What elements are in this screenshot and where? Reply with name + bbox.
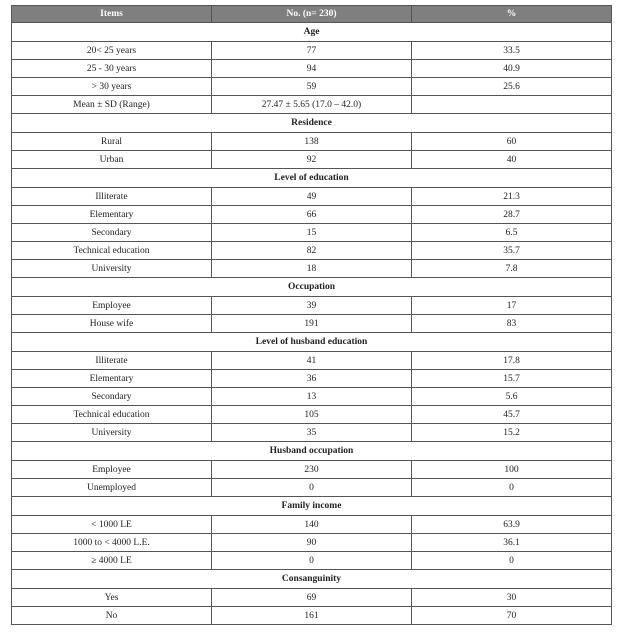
table-row [12, 297, 612, 315]
table-row [12, 352, 612, 370]
cell-percent: 100 [412, 461, 612, 479]
cell-percent: 35.7 [412, 242, 612, 260]
table-row [12, 151, 612, 169]
cell-percent: 40 [412, 151, 612, 169]
table-row [12, 589, 612, 607]
cell-count: 36 [212, 370, 412, 388]
table-row [12, 424, 612, 442]
cell-count: 90 [212, 534, 412, 552]
cell-count: 191 [212, 315, 412, 333]
section-title: Age [12, 23, 612, 42]
cell-count: 27.47 ± 5.65 (17.0 – 42.0) [212, 96, 412, 114]
cell-percent: 17 [412, 297, 612, 315]
section-header-row [12, 23, 612, 42]
cell-percent: 30 [412, 589, 612, 607]
header-percent: % [412, 6, 612, 23]
section-header-row [12, 169, 612, 188]
cell-item: Elementary [12, 206, 212, 224]
table-row [12, 406, 612, 424]
cell-item: Illiterate [12, 352, 212, 370]
cell-percent: 0 [412, 479, 612, 497]
cell-item: Rural [12, 133, 212, 151]
cell-percent: 70 [412, 607, 612, 625]
table-row [12, 461, 612, 479]
section-title: Occupation [12, 278, 612, 297]
section-header-row [12, 278, 612, 297]
cell-percent: 15.2 [412, 424, 612, 442]
cell-item: Secondary [12, 388, 212, 406]
cell-percent: 33.5 [412, 42, 612, 60]
cell-item: Elementary [12, 370, 212, 388]
section-title: Consanguinity [12, 570, 612, 589]
table-row [12, 607, 612, 625]
cell-item: ≥ 4000 LE [12, 552, 212, 570]
cell-item: House wife [12, 315, 212, 333]
cell-percent: 28.7 [412, 206, 612, 224]
cell-item: Employee [12, 297, 212, 315]
cell-percent: 60 [412, 133, 612, 151]
cell-count: 77 [212, 42, 412, 60]
table-row [12, 315, 612, 333]
cell-item: Urban [12, 151, 212, 169]
section-title: Family income [12, 497, 612, 516]
cell-count: 66 [212, 206, 412, 224]
cell-item: < 1000 LE [12, 516, 212, 534]
cell-percent: 0 [412, 552, 612, 570]
cell-item: 25 - 30 years [12, 60, 212, 78]
cell-count: 92 [212, 151, 412, 169]
cell-count: 41 [212, 352, 412, 370]
section-title: Husband occupation [12, 442, 612, 461]
cell-count: 138 [212, 133, 412, 151]
cell-item: Employee [12, 461, 212, 479]
cell-count: 0 [212, 552, 412, 570]
table-row [12, 42, 612, 60]
cell-count: 13 [212, 388, 412, 406]
table-row [12, 133, 612, 151]
cell-item: Yes [12, 589, 212, 607]
cell-percent [412, 96, 612, 114]
table-header [12, 6, 612, 23]
cell-item: Technical education [12, 242, 212, 260]
cell-item: No [12, 607, 212, 625]
cell-count: 35 [212, 424, 412, 442]
cell-count: 39 [212, 297, 412, 315]
section-header-row [12, 333, 612, 352]
section-header-row [12, 570, 612, 589]
demographics-table [11, 5, 612, 625]
cell-percent: 17.8 [412, 352, 612, 370]
table-row [12, 224, 612, 242]
header-count: No. (n= 230) [212, 6, 412, 23]
table-row [12, 388, 612, 406]
table-row [12, 516, 612, 534]
cell-item: Technical education [12, 406, 212, 424]
cell-count: 59 [212, 78, 412, 96]
table-row [12, 188, 612, 206]
table-row [12, 206, 612, 224]
cell-count: 69 [212, 589, 412, 607]
demographics-table-container [11, 5, 611, 625]
section-header-row [12, 497, 612, 516]
cell-percent: 5.6 [412, 388, 612, 406]
table-row [12, 260, 612, 278]
cell-count: 105 [212, 406, 412, 424]
cell-item: Mean ± SD (Range) [12, 96, 212, 114]
table-row [12, 242, 612, 260]
cell-count: 94 [212, 60, 412, 78]
cell-percent: 83 [412, 315, 612, 333]
section-title: Level of husband education [12, 333, 612, 352]
cell-percent: 40.9 [412, 60, 612, 78]
section-title: Residence [12, 114, 612, 133]
cell-item: Secondary [12, 224, 212, 242]
cell-item: 1000 to < 4000 L.E. [12, 534, 212, 552]
table-row [12, 96, 612, 114]
section-title: Level of education [12, 169, 612, 188]
table-body [12, 23, 612, 625]
cell-count: 82 [212, 242, 412, 260]
table-row [12, 78, 612, 96]
cell-count: 161 [212, 607, 412, 625]
cell-count: 140 [212, 516, 412, 534]
cell-percent: 25.6 [412, 78, 612, 96]
table-row [12, 370, 612, 388]
cell-percent: 7.8 [412, 260, 612, 278]
cell-percent: 21.3 [412, 188, 612, 206]
cell-item: > 30 years [12, 78, 212, 96]
table-row [12, 60, 612, 78]
cell-percent: 36.1 [412, 534, 612, 552]
section-header-row [12, 114, 612, 133]
cell-count: 0 [212, 479, 412, 497]
section-header-row [12, 442, 612, 461]
cell-percent: 6.5 [412, 224, 612, 242]
header-row [12, 6, 612, 23]
cell-count: 49 [212, 188, 412, 206]
cell-percent: 45.7 [412, 406, 612, 424]
cell-count: 230 [212, 461, 412, 479]
cell-count: 15 [212, 224, 412, 242]
cell-percent: 15.7 [412, 370, 612, 388]
cell-item: Unemployed [12, 479, 212, 497]
cell-item: University [12, 424, 212, 442]
cell-percent: 63.9 [412, 516, 612, 534]
table-row [12, 479, 612, 497]
table-row [12, 534, 612, 552]
header-items: Items [12, 6, 212, 23]
cell-item: Illiterate [12, 188, 212, 206]
cell-count: 18 [212, 260, 412, 278]
cell-item: University [12, 260, 212, 278]
table-row [12, 552, 612, 570]
cell-item: 20< 25 years [12, 42, 212, 60]
